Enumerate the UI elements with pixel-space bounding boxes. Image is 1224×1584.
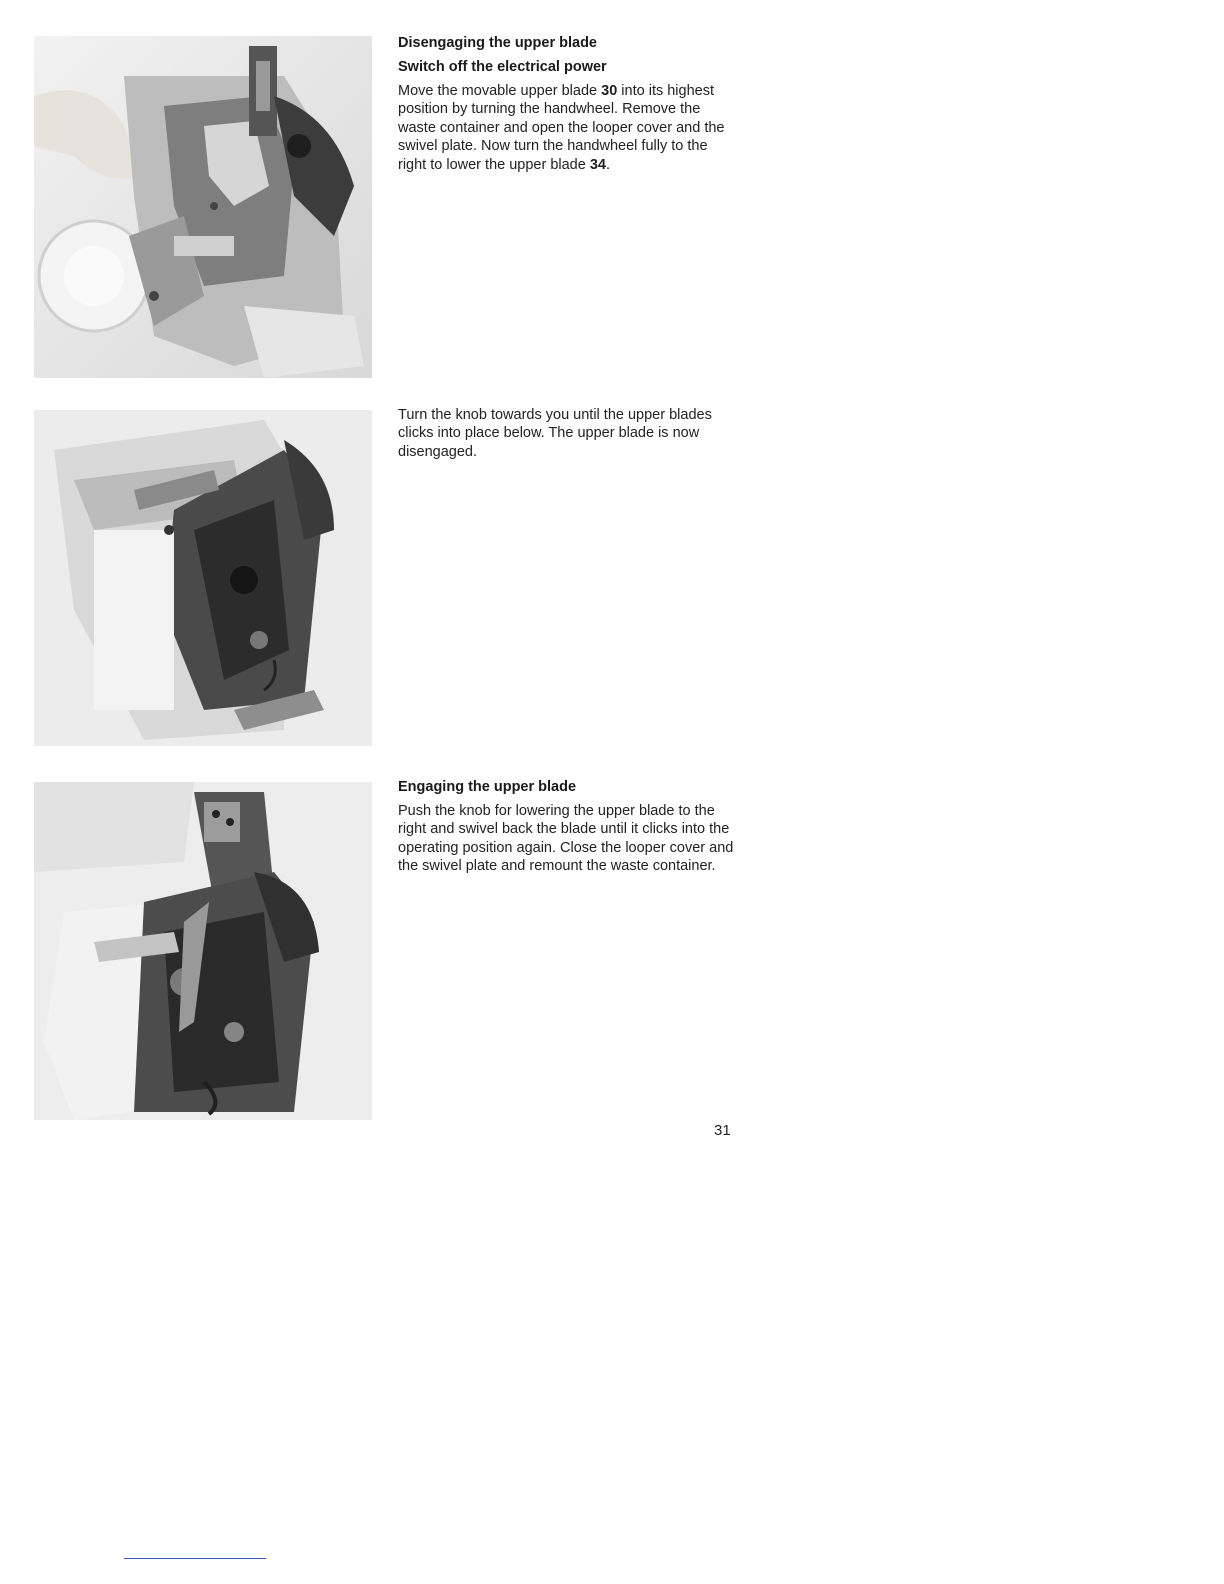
section-engaging bbox=[398, 778, 738, 876]
section-turn-knob bbox=[398, 406, 738, 461]
section-paragraph: Turn the knob towards you until the upper blades clicks into place below. The upper blade is now disengaged. bbox=[398, 407, 712, 460]
photo-machine-illustration bbox=[34, 782, 372, 1120]
section-heading: Disengaging the upper blade bbox=[398, 35, 597, 51]
paragraph-text: Move the movable upper blade bbox=[398, 83, 602, 99]
photo-disengaging-upper-blade bbox=[34, 36, 372, 378]
part-number: 34 bbox=[589, 156, 606, 173]
part-number: 30 bbox=[601, 83, 618, 99]
photo-machine-illustration bbox=[34, 410, 372, 746]
section-heading: Engaging the upper blade bbox=[398, 779, 577, 795]
section-subheading: Switch off the electrical power bbox=[398, 59, 607, 75]
page-number: 31 bbox=[714, 1122, 731, 1139]
paragraph-text: into its highest position by turning the handwheel. Remove the waste container and open the looper cover and the swivel plate. Now turn the handwheel fully to the right to lower the upper blade bbox=[398, 83, 725, 173]
photo-machine-illustration bbox=[34, 36, 372, 378]
photo-knob-turned bbox=[34, 410, 372, 746]
footer-divider bbox=[124, 1558, 266, 1559]
section-disengaging bbox=[398, 34, 738, 174]
photo-engaging-upper-blade bbox=[34, 782, 372, 1120]
paragraph-text: . bbox=[605, 156, 611, 173]
section-paragraph bbox=[398, 82, 738, 174]
section-paragraph: Push the knob for lowering the upper blade to the right and swivel back the blade until it clicks into the operating position again. Close the looper cover and the swivel plate and remount the waste container. bbox=[398, 803, 734, 875]
